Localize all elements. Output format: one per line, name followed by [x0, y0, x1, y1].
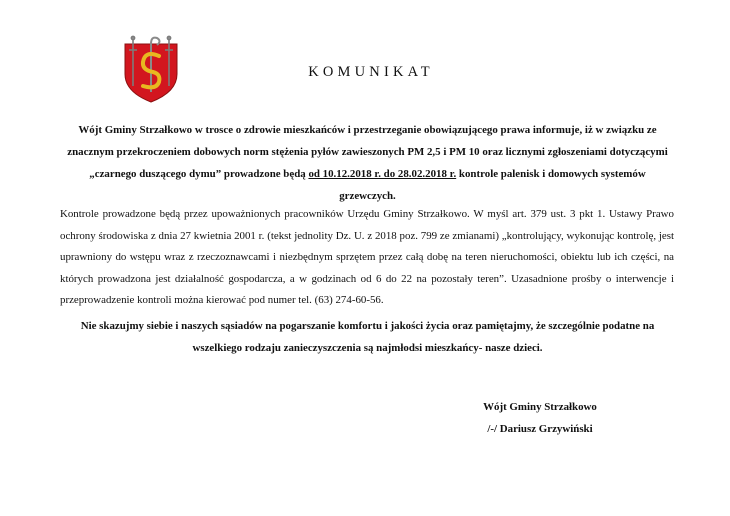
intro-paragraph	[60, 119, 675, 207]
appeal-paragraph: Nie skazujmy siebie i naszych sąsiadów na pogarszanie komfortu i jakości życia oraz pamiętajmy, że szczególnie podatne na wszelkiego rodzaju zanieczyszczenia są najmłodsi mieszkańcy- nasze dzieci.	[80, 320, 655, 354]
signature-role: Wójt Gminy Strzałkowo	[483, 401, 597, 413]
body-paragraph: Kontrole prowadzone będą przez upoważnionych pracowników Urzędu Gminy Strzałkowo. W myśl art. 379 ust. 3 pkt 1. Ustawy Prawo ochrony środowiska z dnia 27 kwietnia 2001 r. (tekst jednolity Dz. U. z 2018 poz. 799 ze zmianami) „kontrolujący, wykonując kontrolę, jest uprawniony do wstępu wraz z rzeczoznawcami i niezbędnym sprzętem przez całą dobę na teren nieruchomości, obiektu lub ich części, na których prowadzona jest działalność gospodarcza, a w godzinach od 6 do 22 na pozostały teren”. Uzasadnione prośby o interwencje i przeprowadzenie kontroli można kierować pod numer tel. (63) 274-60-56.	[60, 208, 674, 307]
intro-dates: od 10.12.2018 r. do 28.02.2018 r.	[308, 168, 457, 180]
intro-text-start: Wójt Gminy Strzałkowo w trosce o zdrowie mieszkańców i przestrzeganie obowiązującego prawa informuje, iż w związku ze znacznym przekroczeniem dobowych norm stężenia pyłów zawieszonych PM 2,5 i PM 10 oraz licznymi zgłoszeniami dotyczącymi „czarnego duszącego dymu” prowadzone będą	[67, 124, 668, 180]
signature-block	[470, 397, 610, 440]
intro-text-end: kontrole palenisk i domowych systemów grzewczych.	[339, 168, 646, 202]
signature-name: /-/ Dariusz Grzywiński	[487, 422, 593, 435]
page-title: KOMUNIKAT	[308, 64, 434, 80]
